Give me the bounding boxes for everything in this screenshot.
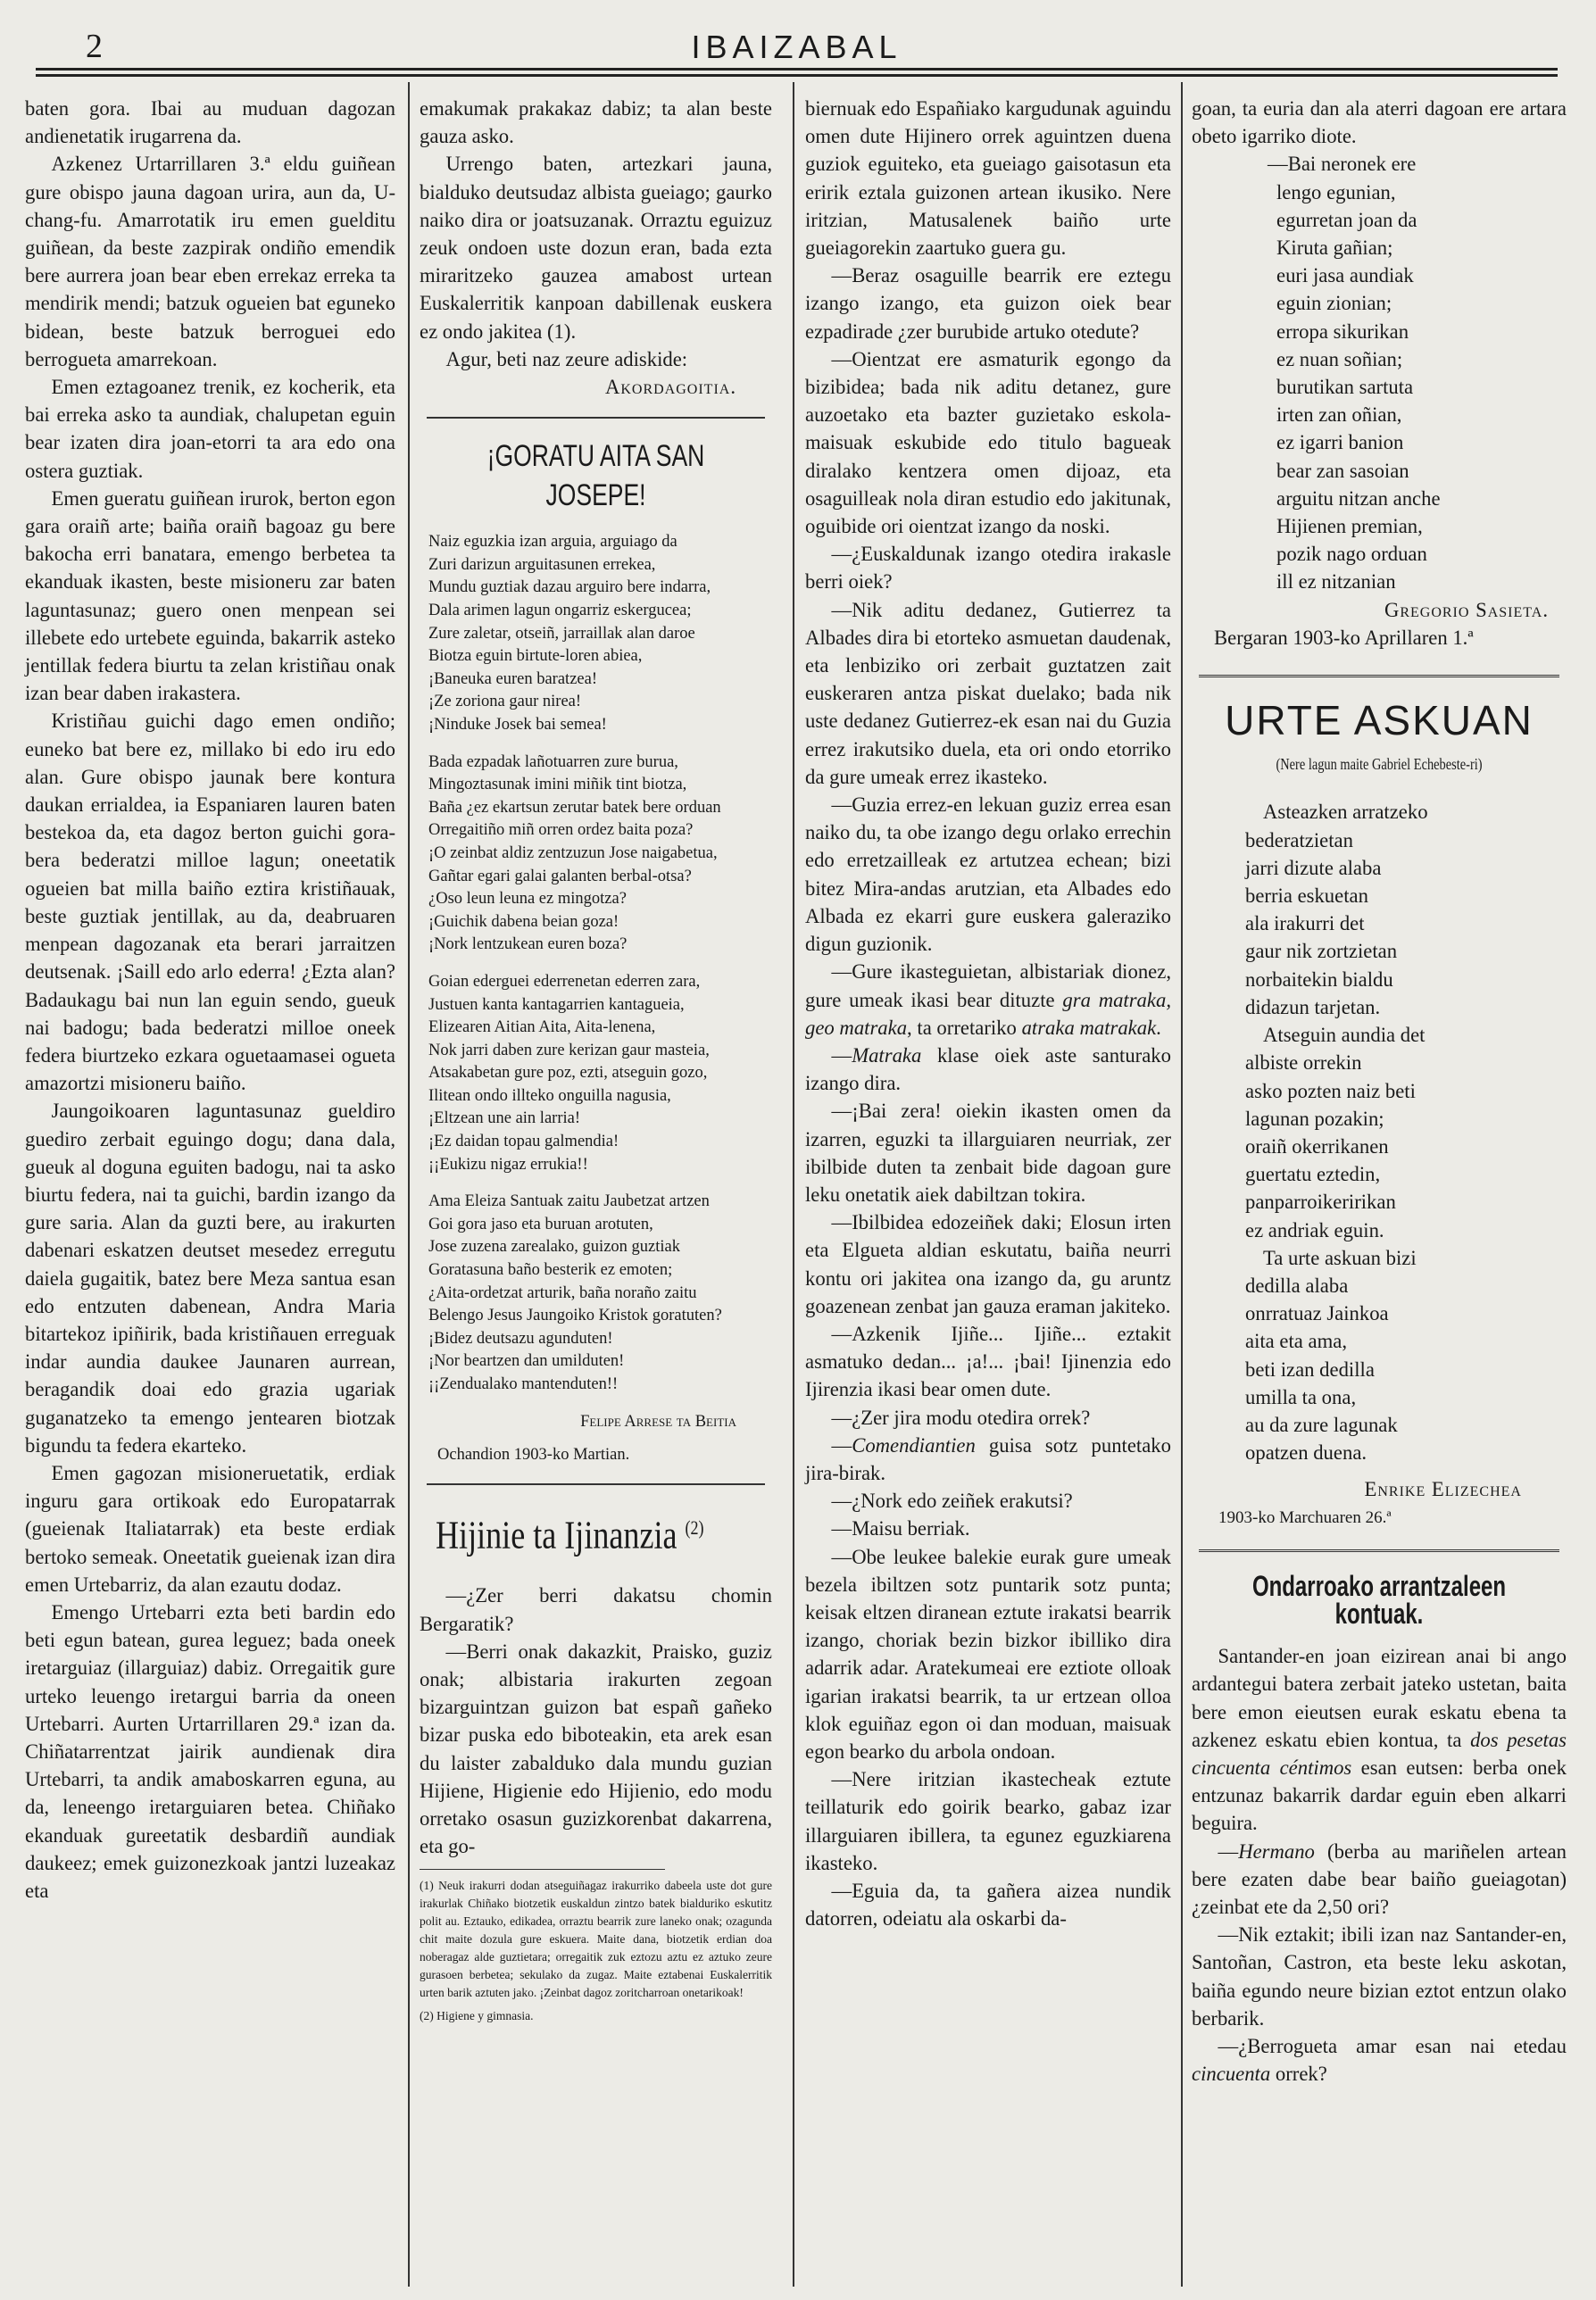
poem-line: ¡Eltzean une ain larria!	[428, 1109, 580, 1128]
page-number: 2	[86, 28, 103, 65]
poem-line: Gañtar egari galai galanten berbal-otsa?	[428, 867, 692, 885]
verse-line: jarri dizute alaba	[1245, 856, 1382, 879]
poem-line: Goratasuna baño besterik ez emoten;	[428, 1261, 673, 1280]
paragraph: Emen gagozan misioneruetatik, erdiak inguru gara ortikoak edo Europatarrak (gueienak Italiatarrak) eta beste erdiak bertoko semeak. Oneetatik gueienak izan dira emen Urtebarriz, da alan ezautu dodaz.	[25, 1461, 395, 1596]
paragraph: Agur, beti naz zeure adiskide:	[445, 347, 688, 370]
paragraph: —Nik eztakit; ibili izan naz Santander-en, Santoñan, Castron, eta beste leku askotan, baiña egundo neure bizian eztot entzun olako berbarik.	[1192, 1923, 1567, 2030]
poem-line: Elizearen Aitian Aita, Aita-lenena,	[428, 1018, 656, 1037]
poem-line: ¡Ez daidan topau galmendia!	[428, 1133, 619, 1151]
dialogue-line: biernuak edo Españiako kargudunak aguindu omen dute Hijinero orrek aguintzen duena guziok eguiteko, eta gueiago gaisotasun eta eririk eztala guizonen artean ikusiko. Nere iritzian, Matusalenek baiño urte gueiagorekin zaartuko guera gu.	[805, 97, 1171, 260]
poem-line: Atsakabetan gure poz, ezti, atseguin gozo,	[428, 1064, 708, 1083]
paragraph: —¿Berrogueta amar esan nai etedau cincuenta orrek?	[1192, 2035, 1567, 2086]
dialogue-line: —Gure ikasteguietan, albistariak dionez, gure umeak ikasi bear dituzte gra matraka, geo matraka, ta orretariko atraka matrakak.	[805, 960, 1171, 1039]
verse-line: dedilla alaba	[1245, 1274, 1349, 1297]
section-separator	[427, 1483, 765, 1485]
footnote: (2) Higiene y gimnasia.	[420, 2009, 534, 2023]
poem-line: Zure zaletar, otseiñ, jarraillak alan daroe	[428, 624, 695, 643]
page-header	[36, 20, 1558, 64]
verse	[1192, 798, 1567, 1466]
urte-askuan-title: URTE ASKUAN	[1225, 697, 1534, 744]
poem-line: Orregaitiño miñ orren ordez baita poza?	[428, 821, 694, 840]
section-separator	[1199, 675, 1559, 680]
poem-line: Naiz eguzkia izan arguia, arguiago da	[428, 533, 677, 552]
verse-line: irten zan oñian,	[1276, 403, 1402, 427]
verse-line: bear zan sasoian	[1276, 459, 1409, 482]
dialogue-line: —Comendiantien guisa sotz puntetako jira-birak.	[805, 1433, 1171, 1484]
dialogue-line: —Nere iritzian ikastecheak eztute teillaturik edo goirik bearko, gabaz izar illarguiaren ibillera, ta egunez eguzkiarena ikasteko.	[805, 1768, 1171, 1874]
verse-line: erropa sikurikan	[1276, 320, 1409, 343]
poem-stanza	[428, 751, 772, 957]
verse-line: euri jasa aundiak	[1276, 264, 1414, 287]
poem-line: Goi gora jaso eta buruan arotuten,	[428, 1215, 653, 1233]
poem-line: Justuen kanta kantagarrien kantagueia,	[428, 995, 685, 1014]
column-1	[25, 95, 395, 1905]
verse-line: ez igarri banion	[1276, 431, 1404, 454]
poem-line: ¡Nork lentzukean euren boza?	[428, 935, 628, 954]
urte-date: 1903-ko Marchuaren 26.ª	[1218, 1507, 1392, 1527]
paragraph: Kristiñau guichi dago emen ondiño; euneko bat bere ez, millako bi edo iru edo alan. Gure obispo jaunak bere kontura daukan errialdea, ia Espaniaren lauren baten bestekoa da, eta dagoz berton guichi gora-bera bederatzi milloe lagun; oneetatik ogueien bat milla baiño eztira kristiñauak, beste guztiak jentillak, au da, deabruaren menpean dagozanak eta berari jarraitzen deutsenak. ¡Saill edo arlo ederra! ¿Ezta alan? Badaukagu bai nun lan eguin sendo, gueuk nai badogu; bada bederatzi milloe oneek federa biurtzeko ezkara oguetaamasei ogueta amazortzi misioneru baiño.	[25, 710, 395, 1095]
verse-line: ez nuan soñian;	[1276, 347, 1403, 370]
column-divider	[793, 82, 794, 2287]
paragraph: Emen gueratu guiñean irurok, berton egon gara oraiñ arte; baiña oraiñ bagoaz gu bere bakocha erri banatara, emengo berbetea ta ekanduak ikasten, beste misioneru zar baten laguntasunaz; guero onen menpean sei illebete edo urtebete eguinda, bakarrik asteko jentillak federa biurtu ta zelan kristiñau onak izan bear daben irakastera.	[25, 486, 395, 705]
poem-signature: Felipe Arrese ta Beitia	[580, 1412, 736, 1431]
verse-line: lengo egunian,	[1276, 180, 1396, 203]
article-title-text: Hijinie ta Ijinanzia	[436, 1513, 677, 1557]
verse-line: pozik nago orduan	[1276, 543, 1427, 566]
poem-line: ¡Ninduke Josek bai semea!	[428, 715, 607, 734]
paragraph: Santander-en joan eizirean anai bi ango ardantegui batera zerbait jateko ustetan, baita bere emon eieutsen eurak eskatu ebena ta azkenez eskatu ebien kontua, ta dos pesetas cincuenta céntimos esan eutsen: berba onek entzunaz bakarrik dardar eguin eben alkarri beguira.	[1192, 1645, 1567, 1835]
poem-stanza	[428, 1191, 772, 1396]
dedication: (Nere lagun maite Gabriel Echebeste-ri)	[1276, 755, 1483, 774]
poem-line: ¡Guichik dabena beian goza!	[428, 912, 619, 931]
dialogue-line: —Guzia errez-en lekuan guziz errea esan naiko du, ta obe izango degu orlako errechin edo erretzailleak ez artutzea echean; bizi bitez Mira-andas arutzian, eta Albades edo Albada ez ekarri gure euskera galeraziko digun guzionik.	[805, 793, 1171, 956]
poem-line: Nok jarri daben zure kerizan gaur masteia,	[428, 1041, 710, 1059]
verse-line: gaur nik zortzietan	[1245, 940, 1398, 963]
verse-line: didazun tarjetan.	[1245, 995, 1381, 1018]
verse-line: albiste orrekin	[1245, 1051, 1362, 1075]
article-title	[436, 1501, 711, 1563]
poem-line: Jose zuzena zarealako, guizon guztiak	[428, 1238, 680, 1257]
poem-line: ¡Nor beartzen dan umilduten!	[428, 1352, 625, 1371]
poem-line: ¡Bidez deutsazu agunduten!	[428, 1329, 613, 1348]
verse-line: opatzen duena.	[1245, 1441, 1367, 1465]
poem-place-date: Ochandion 1903-ko Martian.	[437, 1446, 630, 1465]
verse-line: umilla ta ona,	[1245, 1385, 1357, 1408]
verse-line: asko pozten naiz beti	[1245, 1079, 1416, 1102]
verse-line: onrratuaz Jainkoa	[1245, 1302, 1389, 1325]
section-separator	[1199, 1549, 1559, 1555]
poem-line: Ilitean ondo illteko onguilla nagusia,	[428, 1086, 671, 1105]
dialogue-line: —Ibilbidea edozeiñek daki; Elosun irten eta Elgueta aldian eskutatu, baiña neurri kontu ori jakitea ona izango da, gu aruntz goazenean zenbat jan gauza eraman jakiteko.	[805, 1211, 1171, 1317]
dialogue-line: —Berri onak dakazkit, Praisko, guziz onak; albistaria irakurten zegoan bizarguintzan guizon bat españ gañeko bizar puska edo biboteakin, eta arek esan du laister zabalduko dala mundu guzian Hijiene, Higienie edo Hijienio, edo modu orretako osasun guzizkorenbat dakarrena, eta go-	[420, 1640, 772, 1858]
verse-line: ez andriak eguin.	[1245, 1218, 1384, 1241]
poem-line: Bada ezpadak lañotuarren zure burua,	[428, 752, 678, 771]
column-2	[420, 95, 772, 2025]
paragraph: Urrengo baten, artezkari jauna, bialduko deutsudaz albista gueiago; gaurko naiko dira or joatsuzanak. Orraztu eguizuz zeuk ondoen uste dozun eran, bada ezta miraritzeko gauzea amabost urtean Euskalerritik kanpoan dabillenak euskera ez ondo jakitea (1).	[420, 153, 772, 343]
letter-signature: Akordagoitia.	[604, 376, 736, 399]
poem-stanza	[428, 531, 772, 736]
poem-line: ¡¡Zendualako mantenduten!!	[428, 1375, 619, 1394]
paragraph: emakumak prakakaz dabiz; ta alan beste gauza asko.	[420, 97, 772, 148]
poem-line: Ama Eleiza Santuak zaitu Jaubetzat artzen	[428, 1192, 710, 1211]
poem-line: Belengo Jesus Jaungoiko Kristok goratuten?	[428, 1307, 722, 1325]
verse-line: —Bai neronek ere	[1268, 153, 1417, 176]
verse-line: eguin zionian;	[1276, 292, 1392, 315]
paragraph: Jaungoikoaren laguntasunaz gueldiro guediro zerbait eguingo dogu; dana dala, gueuk al doguna eguiten badogu, nai ta asko biurtu federa, nai ta guichi, bardin izango da gure saria. Alan da guzti bere, au irakurten dabenari eskatzen deutset mesedez erregutu daiela gugaitik, batez bere Meza santua esan edo entzuten dabenean, Andra Maria bitartekoz ipiñirik, bada kristiñauen erreguak indar aundia daukee Jaunaren aurrean, beragandik doai edo grazia ugariak guganatzeko ta emengo jentearen biotzak bigundu ta federa ekarteko.	[25, 1100, 395, 1457]
verse-line: Asteazken arratzeko	[1263, 801, 1428, 824]
column-divider	[408, 82, 410, 2287]
dialogue-line: —¿Nork edo zeiñek erakutsi?	[831, 1490, 1073, 1513]
verse-line: bederatzietan	[1245, 828, 1353, 851]
dialogue-line: —Azkenik Ijiñe... Ijiñe... eztakit asmatuko dedan... ¡a!... ¡bai! Ijinenzia edo Ijirenzia ikasi bear omen dute.	[805, 1322, 1171, 1401]
dialogue-line: —¿Zer berri dakatsu chomin Bergaratik?	[420, 1584, 772, 1635]
poem-line: ¡O zeinbat aldiz zentzuzun Jose naigabetua,	[428, 843, 718, 862]
verse-line: Kiruta gañian;	[1276, 237, 1393, 260]
dialogue-line: —¿Zer jira modu otedira orrek?	[831, 1406, 1091, 1429]
dialogue-line: —Oientzat ere asmaturik egongo da bizibidea; bada nik aditu detanez, gure auzoetako eta bazter guzietako eskola-maisuak eskubide edo titulo bagueak diralako kentzera omen dijoaz, eta osaguilleak nola diran estudio edo jakitunak, oguibide ori oientzat izango da noski.	[805, 347, 1171, 538]
verse-line: Hijienen premian,	[1276, 515, 1423, 538]
article-title-note: (2)	[685, 1515, 704, 1539]
verse-line: aita eta ama,	[1245, 1330, 1347, 1353]
poem-line: ¡¡Eukizu nigaz errukia!!	[428, 1155, 588, 1174]
dialogue-line: —Eguia da, ta gañera aizea nundik datorren, odeiatu ala oskarbi da-	[805, 1880, 1171, 1931]
poem-line: Mundu guztiak dazau arguiro bere indarra,	[428, 578, 711, 597]
poem-line: Mingoztasunak imini miñik tint biotza,	[428, 776, 687, 794]
poem-line: Baña ¿ez ekartsun zerutar batek bere orduan	[428, 798, 721, 817]
paragraph: Emen eztagoanez trenik, ez kocherik, eta bai erreka asko ta aundiak, chalupetan eguin bear izaten dira joan-etorri ta ara edo ona ostera guztiak.	[25, 376, 395, 482]
verse-line: berria eskuetan	[1245, 884, 1368, 908]
poem-line: Dala arimen lagun ongarriz eskergucea;	[428, 602, 692, 620]
paragraph: —Hermano (berba au mariñelen artean bere ezaten dabe bear baiño gueiagotan) ¿zeinbat ete da 2,50 ori?	[1192, 1839, 1567, 1918]
verse-line: ala irakurri det	[1245, 912, 1365, 935]
verse-line: panparroikeririkan	[1245, 1191, 1396, 1214]
dialogue-line: —¡Bai zera! oiekin ikasten omen da izarren, eguzki ta illarguiaren neurriak, zer ibilbide duten ta zenbait bide dagoan gure leku onetatik aiek dabiltzan tokira.	[805, 1100, 1171, 1206]
header-rule	[36, 68, 1558, 77]
column-3	[805, 95, 1171, 1932]
dialogue-line: —Matraka klase oiek aste santurako izango dira.	[805, 1043, 1171, 1095]
section-separator	[427, 417, 765, 419]
paragraph: baten gora. Ibai au muduan dagozan andienetatik irugarrena da.	[25, 97, 395, 148]
verse-line: arguitu nitzan anche	[1276, 486, 1441, 510]
dialogue-line: —Nik aditu dedanez, Gutierrez ta Albades dira bi etorteko asmuetan daudenak, eta lenbiziko ori zerbait guztatzen zait euskeraren antza piskat duelako; bada nik uste dedanez Gutierrez-ek esan nai du Guzia errez irakutsiko duela, eta ori ondo etorriko da gure umeak errez ikasteko.	[805, 598, 1171, 788]
urte-signature: Enrike Elizechea	[1364, 1478, 1522, 1501]
verse-line: oraiñ okerrikanen	[1245, 1134, 1389, 1158]
verse-line: lagunan pozakin;	[1245, 1107, 1384, 1130]
paragraph: Azkenez Urtarrillaren 3.ª eldu guiñean gure obispo jauna dagoan urira, aun da, U-chang-fu. Amarrotatik iru emen guelditu guiñean, da beste zazpirak ondiño emendik bere aurrera joan bear eben errekaz erreka ta mendirik mendi; batzuk ogueien bat eguneko bidean, beste batzuk berroguei edo berrogueta amarrekoan.	[25, 153, 395, 370]
verse-place-date: Bergaran 1903-ko Aprillaren 1.ª	[1214, 626, 1474, 649]
paragraph: goan, ta euria dan ala aterri dagoan ere artara obeto igarriko diote.	[1192, 97, 1567, 148]
verse-signature: Gregorio Sasieta.	[1384, 598, 1549, 621]
poem-line: Goian ederguei ederrenetan ederren zara,	[428, 972, 701, 991]
verse-line: ill ez nitzanian	[1276, 570, 1396, 594]
verse-line: au da zure lagunak	[1245, 1413, 1398, 1436]
verse-line: beti izan dedilla	[1245, 1358, 1375, 1381]
verse-line: Atseguin aundia det	[1263, 1024, 1426, 1047]
ondarroa-title: Ondarroako arrantzaleen kontuak.	[1251, 1569, 1507, 1630]
verse-line: norbaitekin bialdu	[1245, 967, 1393, 991]
footnote-rule	[420, 1869, 665, 1870]
dialogue-line: —Beraz osaguille bearrik ere eztegu izango izango, eta guizon oiek bear ezpadirade ¿zer burubide artuko otedute?	[805, 264, 1171, 343]
poem-stanza	[428, 971, 772, 1176]
poem-line: ¿Aita-ordetzat arturik, baña noraño zaitu	[428, 1283, 697, 1302]
footnotes	[420, 1877, 772, 2025]
poem-line: Biotza eguin birtute-loren abiea,	[428, 647, 643, 666]
masthead-title: IBAIZABAL	[691, 29, 902, 65]
column-divider	[1181, 82, 1183, 2287]
verse-line: guertatu eztedin,	[1245, 1163, 1381, 1186]
poem-line: ¡Baneuka euren baratzea!	[428, 669, 597, 688]
verse-line: egurretan joan da	[1276, 208, 1417, 231]
poem-line: ¿Oso leun leuna ez mingotza?	[428, 890, 627, 909]
footnote: (1) Neuk irakurri dodan atseguiñagaz irakurriko dabeela uste dot gure irakurlak Chiñako biotzetik euskaldun zintzo batek bialduriko eskutitz polit au. Eztauko, edikadea, orraztu bearrik zure laneko onak; ozagunda chit maite dozula gure eskuera. Maite dana, biotzetik erdian doa noberagaz alde guztietara; orregaitik zuk eztozu aztu ez aztuko zeure gurasoen berbetea; sekulako da zugaz. Maite eztabenai Euskalerritik urten barik aztuten jako. ¡Zeinbat dagoz zoritcharroan onetarikoak!	[420, 1879, 772, 2000]
verse	[1192, 150, 1567, 595]
paragraph: Emengo Urtebarri ezta beti bardin edo beti egun batean, gurea leguez; bada oneek iretarguiaz (illarguiaz) dabiz. Orregaitik gure urteko leuengo iretargui barria da oneen Urtebarri. Aurten Urtarrillaren 29.ª izan da. Chiñatarrentzat jairik aundienak dira Urtebarri, ta andik amaboskarren eguna, au da, leneengo iretarguiaren betea. Chiñako ekanduak gureetatik desbardiñ aundiak daukeez; emek guizonezkoak jantzi luzeakaz eta	[25, 1600, 395, 1902]
poem	[420, 531, 772, 1467]
dialogue-line: —Obe leukee balekie eurak gure umeak bezela ibiltzen sotz puntarik sotz punta; keisak eltzen diranean eztute irakatsi bearrik izango, choriak bezin bizkor ibilliko dira adarrik adar. Aratekumeai ere eztiote olloak igarian irakatsi bearrik, ta ur ertzean olloa klok eguiñaz egon oi dan moduan, maisuak egon bearko du arbola ondoan.	[805, 1545, 1171, 1763]
verse-line: burutikan sartuta	[1276, 376, 1414, 399]
column-4	[1192, 95, 1567, 2088]
dialogue-line: —¿Euskaldunak izango otedira irakasle berri oiek?	[805, 543, 1171, 594]
ondarroa-article	[1192, 1642, 1567, 2088]
verse-line: Ta urte askuan bizi	[1263, 1246, 1417, 1269]
poem-title: ¡GORATU AITA SAN JOSEPE!	[486, 439, 705, 513]
poem-line: ¡Ze zoriona gaur nirea!	[428, 693, 582, 711]
poem-line: Zuri darizun arguitasunen errekea,	[428, 555, 656, 574]
dialogue-line: —Maisu berriak.	[831, 1517, 970, 1540]
